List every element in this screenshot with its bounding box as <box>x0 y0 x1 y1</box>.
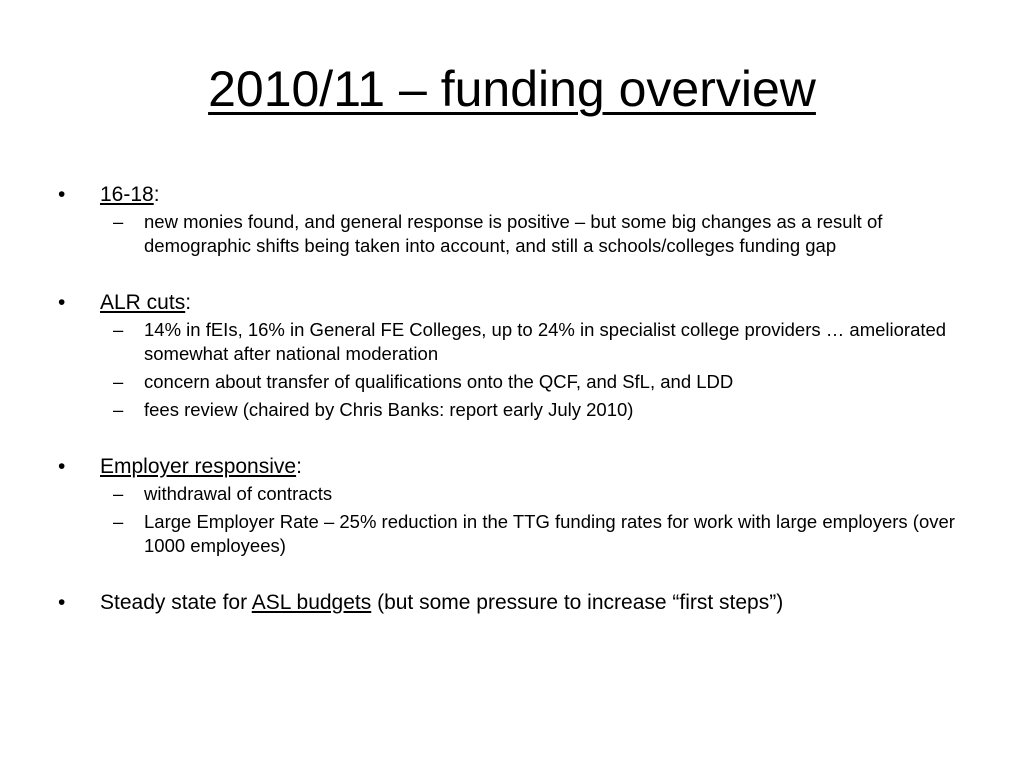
slide-title: 2010/11 – funding overview <box>208 61 816 117</box>
sub-item-text: new monies found, and general response is positive – but some big changes as a result of demographic shifts being taken into account, and still a schools/colleges funding gap <box>144 211 883 256</box>
sub-item-text: 14% in fEIs, 16% in General FE Colleges, up to 24% in specialist college providers … ameliorated somewhat after national moderation <box>144 319 947 364</box>
bullet-heading-colon: : <box>296 455 302 478</box>
sub-item-text: Large Employer Rate – 25% reduction in the TTG funding rates for work with large employers (over 1000 employees) <box>144 511 955 556</box>
bullet-heading-employer-responsive: Employer responsive <box>100 455 297 478</box>
bullet-text-prefix: Steady state for <box>100 591 252 614</box>
bullet-icon: • <box>58 183 66 206</box>
dash-icon: – <box>113 399 124 420</box>
bullet-steady-state <box>56 588 976 618</box>
sub-item-text: concern about transfer of qualifications onto the QCF, and SfL, and LDD <box>144 371 734 392</box>
sub-item-text: withdrawal of contracts <box>144 483 333 504</box>
sub-item-text: fees review (chaired by Chris Banks: report early July 2010) <box>144 399 634 420</box>
sub-item <box>56 510 976 558</box>
dash-icon: – <box>113 211 124 232</box>
dash-icon: – <box>113 511 124 532</box>
sub-list-employer-responsive <box>56 482 976 558</box>
bullet-heading-16-18: 16-18 <box>100 183 154 206</box>
bullet-heading-colon: : <box>185 291 192 314</box>
dash-icon: – <box>113 483 124 504</box>
bullet-icon: • <box>58 591 66 614</box>
bullet-text-suffix: (but some pressure to increase “first steps”) <box>371 591 784 614</box>
sub-item <box>56 318 976 366</box>
bullet-employer-responsive <box>56 452 976 482</box>
bullet-alr-cuts <box>56 288 976 318</box>
bullet-16-18 <box>56 180 976 210</box>
bullet-icon: • <box>58 455 66 478</box>
sub-item <box>56 398 976 422</box>
sub-list-16-18 <box>56 210 976 258</box>
bullet-heading-alr-cuts: ALR cuts <box>100 291 186 314</box>
asl-budgets-link: ASL budgets <box>251 591 372 614</box>
slide-content <box>56 180 976 618</box>
dash-icon: – <box>113 319 124 340</box>
bullet-icon: • <box>58 291 66 314</box>
bullet-heading-colon: : <box>153 183 160 206</box>
sub-item <box>56 370 976 394</box>
sub-item <box>56 210 976 258</box>
sub-item <box>56 482 976 506</box>
dash-icon: – <box>113 371 124 392</box>
sub-list-alr-cuts <box>56 318 976 422</box>
